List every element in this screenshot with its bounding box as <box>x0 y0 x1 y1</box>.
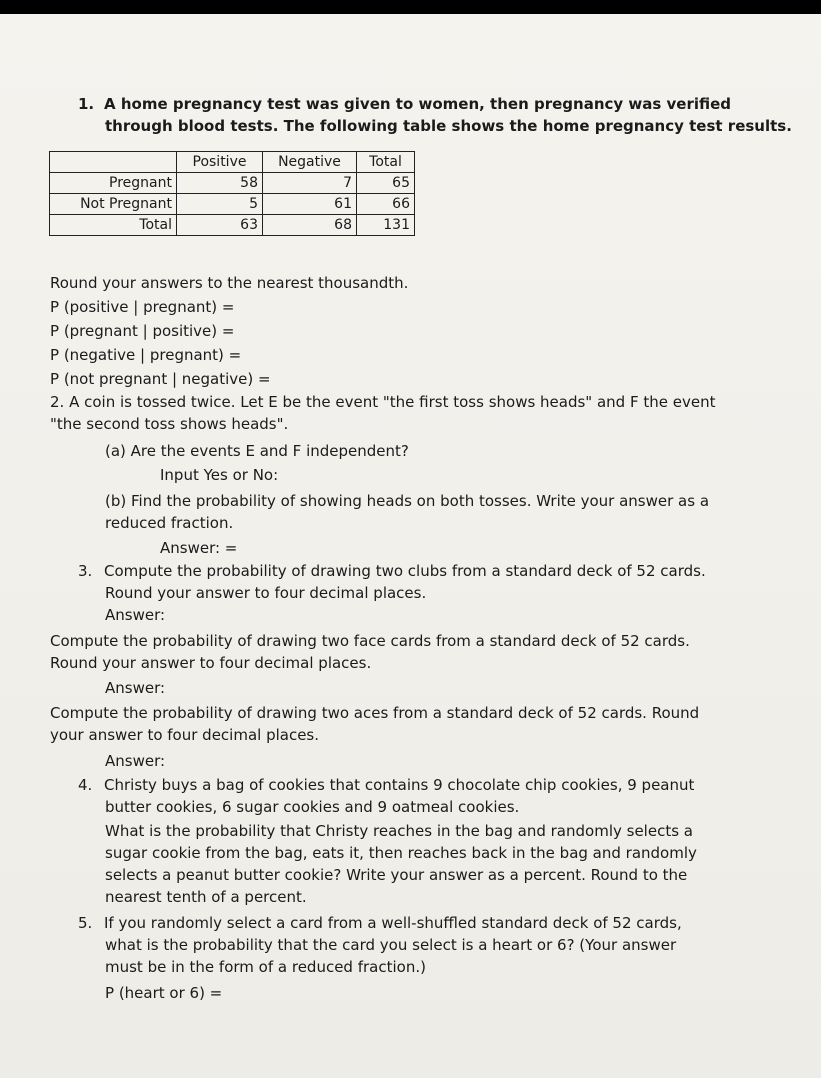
q1-prob-negative-given-pregnant: P (negative | pregnant) = <box>50 346 242 364</box>
table-row <box>50 173 415 194</box>
table-row-label: Not Pregnant <box>50 194 177 215</box>
q1-intro-line1: 1. A home pregnancy test was given to women, then pregnancy was verified <box>78 95 732 113</box>
q4-line3: What is the probability that Christy reaches in the bag and randomly selects a <box>105 822 693 840</box>
q1-number: 1. <box>78 95 95 113</box>
table-cell: 7 <box>263 173 357 194</box>
q5-line3: must be in the form of a reduced fraction.) <box>105 958 426 976</box>
q4-line4: sugar cookie from the bag, eats it, then reaches back in the bag and randomly <box>105 844 697 862</box>
q5-line2: what is the probability that the card you select is a heart or 6? (Your answer <box>105 936 677 954</box>
q2-part-a: (a) Are the events E and F independent? <box>105 442 409 460</box>
q3-part3-line2: your answer to four decimal places. <box>50 726 320 744</box>
table-row-label: Total <box>50 215 177 236</box>
q4-line5: selects a peanut butter cookie? Write your answer as a percent. Round to the <box>105 866 688 884</box>
q3-part3-line1: Compute the probability of drawing two aces from a standard deck of 52 cards. Round <box>50 704 700 722</box>
table-header-cell <box>50 152 177 173</box>
worksheet-page <box>0 14 821 1078</box>
top-black-bar <box>0 0 821 14</box>
q5-line1: 5. If you randomly select a card from a well-shuffled standard deck of 52 cards, <box>78 914 682 932</box>
q2-part-b-line2: reduced fraction. <box>105 514 234 532</box>
q1-prob-positive-given-pregnant: P (positive | pregnant) = <box>50 298 235 316</box>
table-cell: 65 <box>357 173 415 194</box>
q4-line2: butter cookies, 6 sugar cookies and 9 oatmeal cookies. <box>105 798 520 816</box>
q5-number: 5. <box>78 914 93 932</box>
q3-answer1-label: Answer: <box>105 606 166 624</box>
table-row <box>50 215 415 236</box>
q2-part-b-line1: (b) Find the probability of showing heads on both tosses. Write your answer as a <box>105 492 710 510</box>
q2-answer-label: Answer: = <box>160 539 238 557</box>
q1-prob-not-pregnant-given-negative: P (not pregnant | negative) = <box>50 370 271 388</box>
q5-prob-label: P (heart or 6) = <box>105 984 223 1002</box>
pregnancy-test-table <box>49 151 415 236</box>
table-cell: 66 <box>357 194 415 215</box>
table-cell: 131 <box>357 215 415 236</box>
table-header-cell: Negative <box>263 152 357 173</box>
table-cell: 5 <box>177 194 263 215</box>
table-cell: 58 <box>177 173 263 194</box>
q1-intro-line2: through blood tests. The following table shows the home pregnancy test results. <box>105 117 792 135</box>
q4-line6: nearest tenth of a percent. <box>105 888 307 906</box>
q2-line1: 2. A coin is tossed twice. Let E be the event "the first toss shows heads" and F the event <box>50 393 716 411</box>
table-header-cell: Total <box>357 152 415 173</box>
table-cell: 61 <box>263 194 357 215</box>
q3-number: 3. <box>78 562 93 580</box>
q2-part-a-input-label: Input Yes or No: <box>160 466 279 484</box>
q3-answer3-label: Answer: <box>105 752 166 770</box>
q3-part1-line1: 3. Compute the probability of drawing two clubs from a standard deck of 52 cards. <box>78 562 706 580</box>
table-cell: 63 <box>177 215 263 236</box>
q4-number: 4. <box>78 776 93 794</box>
table-header-row <box>50 152 415 173</box>
q3-part2-line1: Compute the probability of drawing two face cards from a standard deck of 52 cards. <box>50 632 690 650</box>
q3-part1-line2: Round your answer to four decimal places. <box>105 584 427 602</box>
table-cell: 68 <box>263 215 357 236</box>
q4-line1: 4. Christy buys a bag of cookies that contains 9 chocolate chip cookies, 9 peanut <box>78 776 695 794</box>
table-row <box>50 194 415 215</box>
q1-prob-pregnant-given-positive: P (pregnant | positive) = <box>50 322 235 340</box>
table-row-label: Pregnant <box>50 173 177 194</box>
q3-part2-line2: Round your answer to four decimal places. <box>50 654 372 672</box>
q3-answer2-label: Answer: <box>105 679 166 697</box>
q2-line2: "the second toss shows heads". <box>50 415 289 433</box>
table-header-cell: Positive <box>177 152 263 173</box>
q1-round-note: Round your answers to the nearest thousandth. <box>50 274 409 292</box>
